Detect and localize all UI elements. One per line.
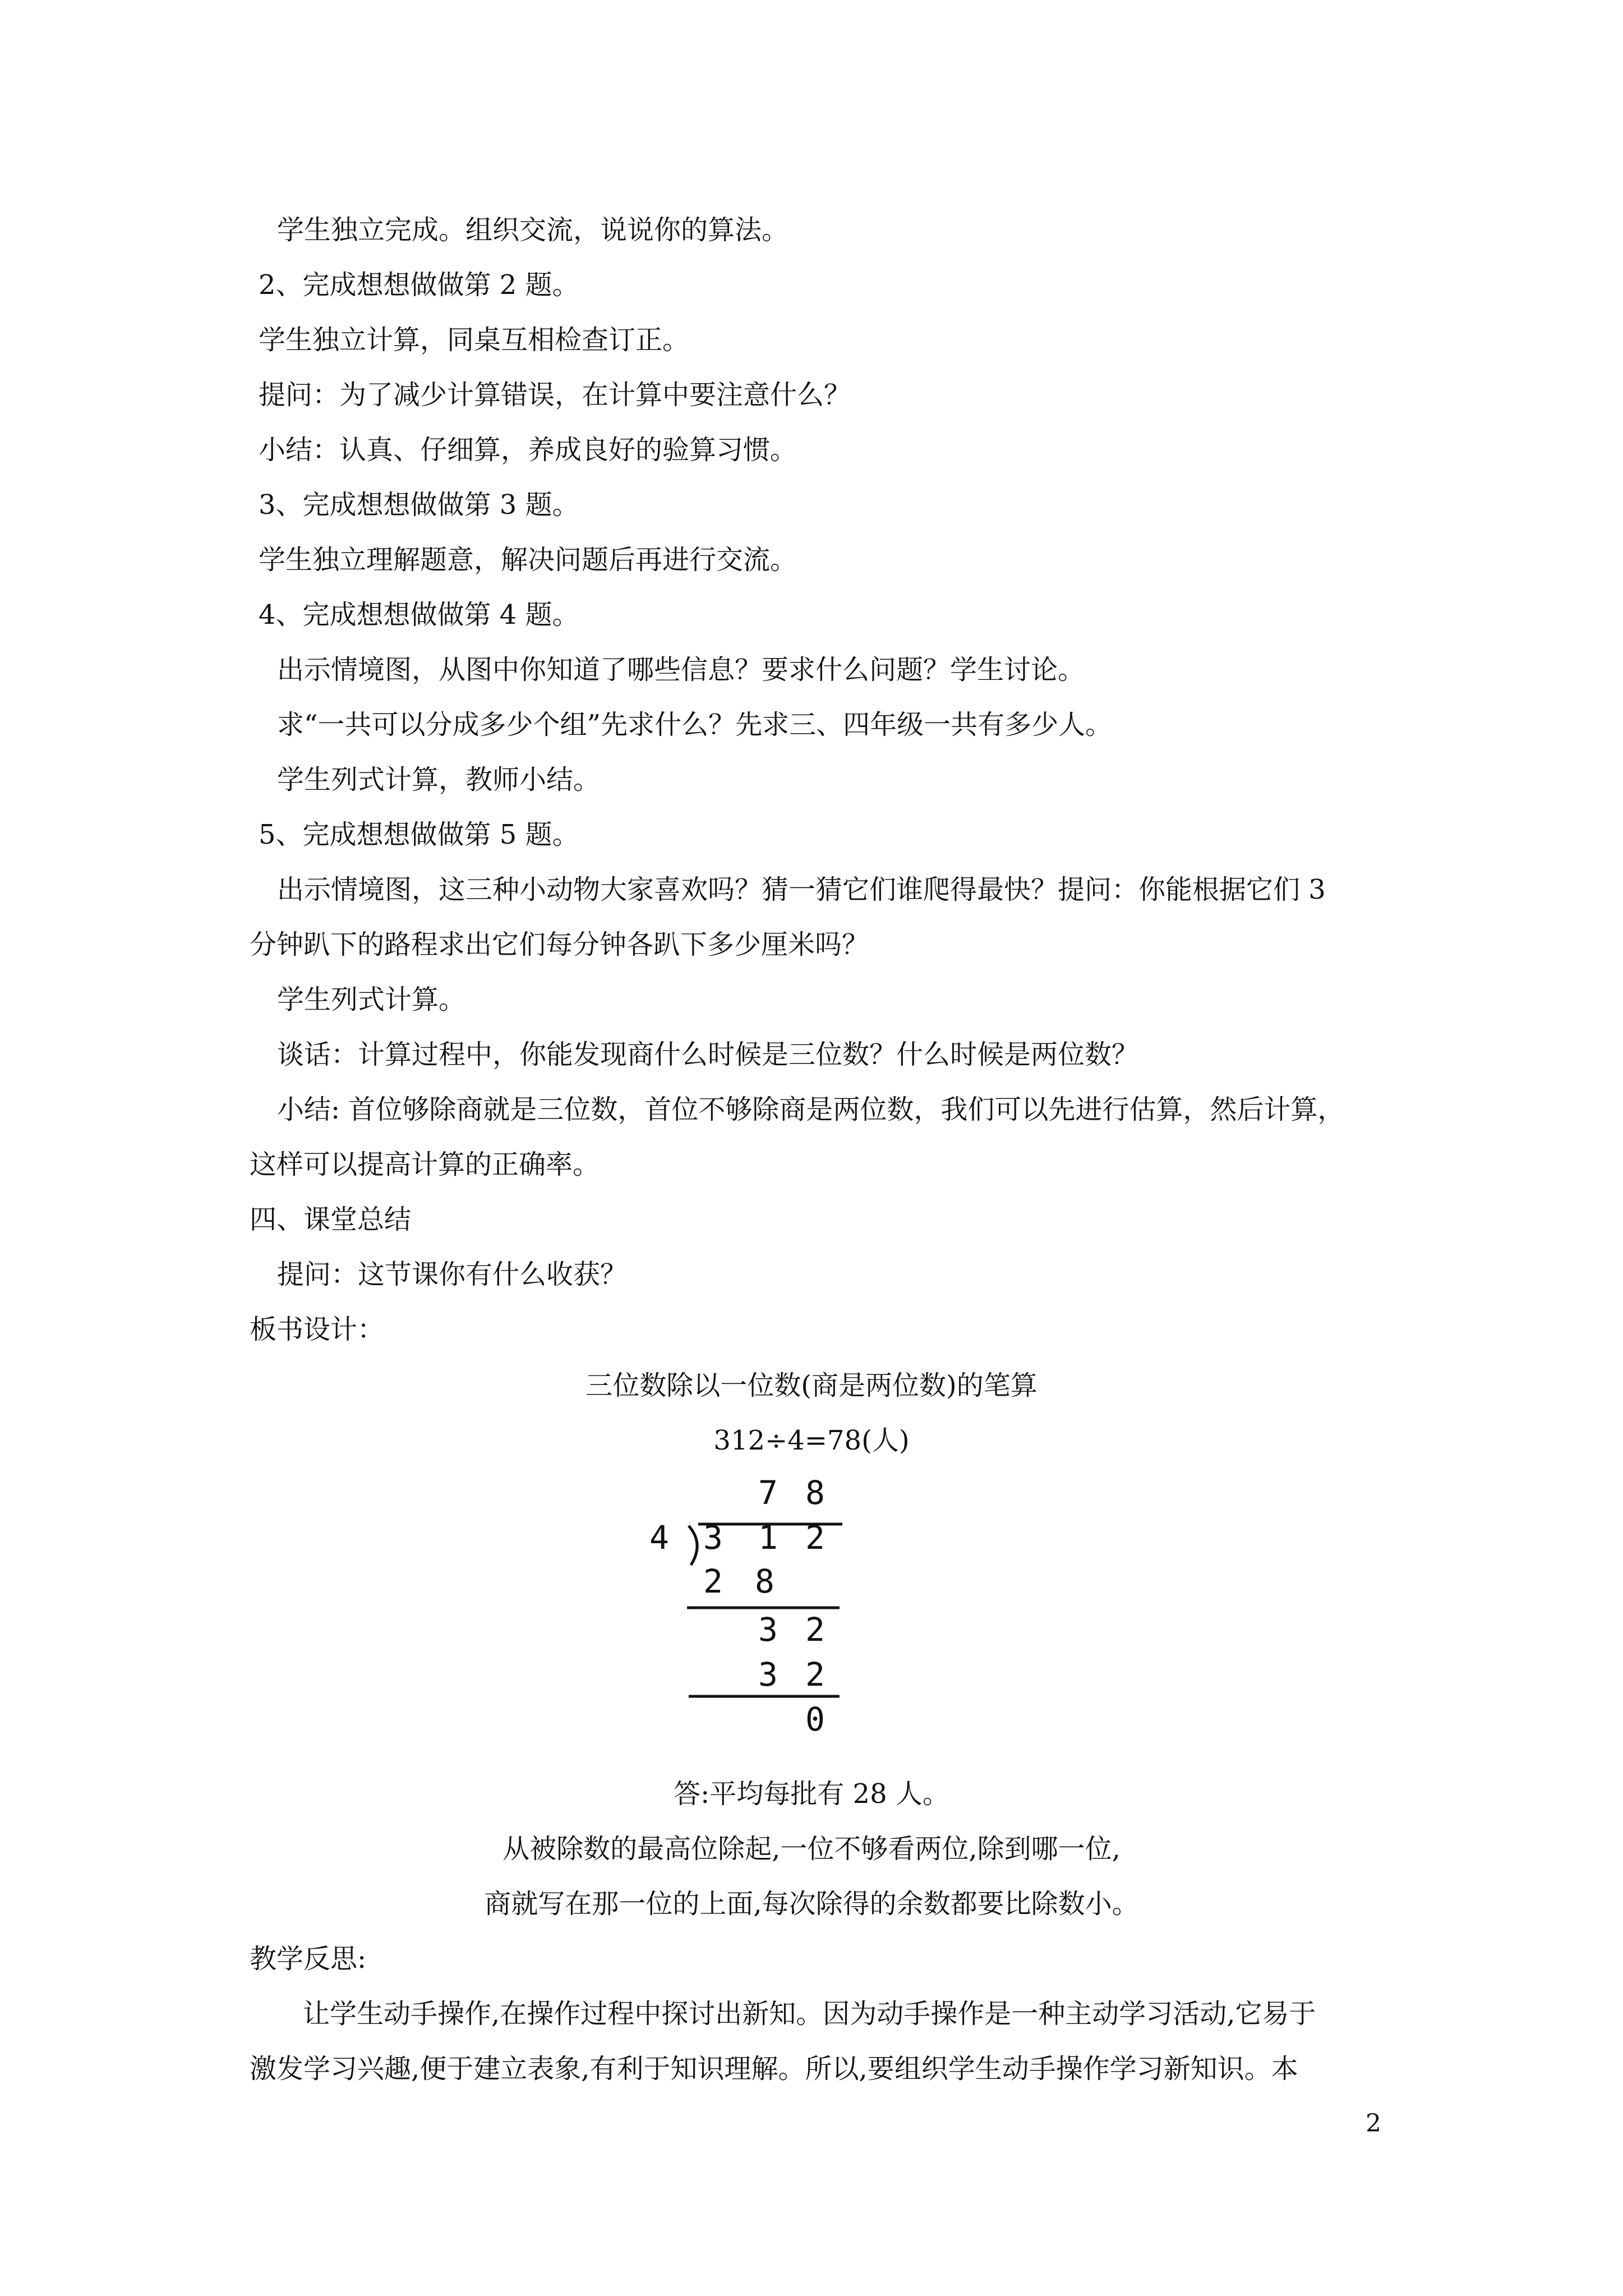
board-title: 三位数除以一位数(商是两位数)的笔算 <box>585 1370 1038 1401</box>
text-line: 提问：这节课你有什么收获？ <box>277 1259 628 1290</box>
step-digit: 2 <box>805 1611 825 1649</box>
text-line: 求“一共可以分成多少个组”先求什么？先求三、四年级一共有多少人。 <box>277 709 1113 740</box>
reflection-line: 让学生动手操作,在操作过程中探讨出新知。因为动手操作是一种主动学习活动,它易于 <box>303 1998 1316 2030</box>
quotient-digit: 8 <box>805 1474 825 1512</box>
text-line: 提问：为了减少计算错误，在计算中要注意什么？ <box>259 379 851 411</box>
text-line: 板书设计： <box>250 1314 385 1345</box>
reflection-line: 激发学习兴趣,便于建立表象,有利于知识理解。所以,要组织学生动手操作学习新知识。本 <box>250 2053 1298 2085</box>
text-line: 小结: 首位够除商就是三位数，首位不够除商是两位数，我们可以先进行估算，然后计算， <box>277 1094 1345 1125</box>
text-line: 学生独立完成。组织交流，说说你的算法。 <box>277 214 789 246</box>
remainder: 0 <box>805 1700 825 1738</box>
text-line: 3、完成想想做做第 3 题。 <box>259 489 579 521</box>
step-digit: 8 <box>755 1562 774 1600</box>
text-line: 四、课堂总结 <box>250 1204 412 1235</box>
text-line: 4、完成想想做做第 4 题。 <box>259 599 579 631</box>
text-line: 这样可以提高计算的正确率。 <box>250 1149 600 1180</box>
text-line: 5、完成想想做做第 5 题。 <box>259 819 579 850</box>
text-line: 学生列式计算。 <box>277 984 466 1015</box>
board-answer: 答:平均每批有 28 人。 <box>674 1778 949 1810</box>
text-line: 出示情境图，这三种小动物大家喜欢吗？猜一猜它们谁爬得最快？提问：你能根据它们 3 <box>277 874 1326 905</box>
dividend-digit: 2 <box>805 1519 825 1557</box>
board-rule-line: 商就写在那一位的上面,每次除得的余数都要比除数小。 <box>484 1888 1139 1920</box>
reflection-heading: 教学反思: <box>250 1943 367 1975</box>
dividend-digit: 3 <box>703 1519 723 1557</box>
text-line: 分钟趴下的路程求出它们每分钟各趴下多少厘米吗？ <box>250 929 869 960</box>
text-line: 2、完成想想做做第 2 题。 <box>259 269 579 301</box>
division-bracket <box>689 1526 697 1565</box>
step-digit: 3 <box>758 1611 778 1649</box>
dividend-digit: 1 <box>758 1519 778 1557</box>
step-digit: 2 <box>703 1562 723 1600</box>
quotient-digit: 7 <box>758 1474 778 1512</box>
board-equation: 312÷4=78(人) <box>713 1425 910 1456</box>
text-line: 出示情境图，从图中你知道了哪些信息？要求什么问题？学生讨论。 <box>277 654 1085 685</box>
divisor: 4 <box>649 1519 669 1557</box>
step-digit: 3 <box>758 1655 778 1694</box>
text-line: 学生独立计算，同桌互相检查订正。 <box>259 324 690 356</box>
text-line: 谈话：计算过程中，你能发现商什么时候是三位数？什么时候是两位数？ <box>277 1039 1139 1070</box>
board-rule-line: 从被除数的最高位除起,一位不够看两位,除到哪一位, <box>502 1833 1121 1865</box>
step-digit: 2 <box>805 1655 825 1694</box>
text-line: 学生独立理解题意，解决问题后再进行交流。 <box>259 544 797 576</box>
text-line: 小结：认真、仔细算，养成良好的验算习惯。 <box>259 434 797 466</box>
text-line: 学生列式计算，教师小结。 <box>277 764 601 795</box>
page-number: 2 <box>1366 2109 1381 2138</box>
